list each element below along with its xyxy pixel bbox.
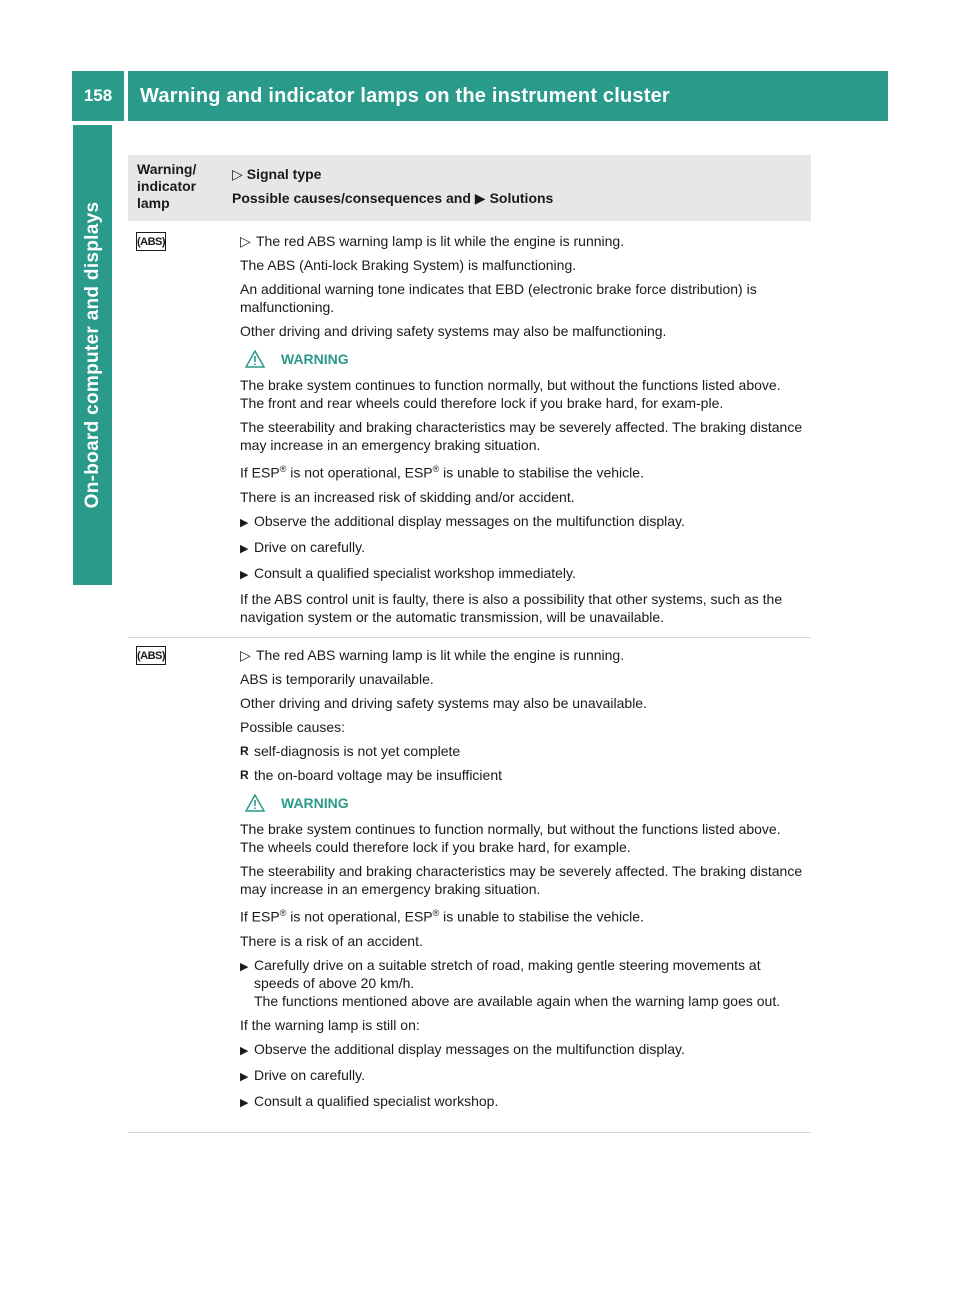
action-step: ▶ Observe the additional display messages on the multifunction display. [240,512,806,532]
signal-type-label: Signal type [246,166,322,182]
action-arrow-icon: ▶ [474,190,486,206]
column-header-lamp: Warning/ indicator lamp [137,161,197,211]
warning-heading [240,794,806,812]
warning-text: The steerability and braking characteristics may be severely affected. The braking distance may increase in an emergency braking situation. [240,863,803,897]
row-divider [128,1132,811,1133]
action-arrow-icon: ▶ [240,568,249,581]
page-title: Warning and indicator lamps on the instrument cluster [128,71,888,121]
action-arrow-icon: ▶ [240,1044,249,1057]
solutions-label: Solutions [489,190,554,206]
table-row [240,232,806,632]
causes-label: Possible causes/consequences and [232,190,471,206]
action-step: ▶ Drive on carefully. [240,538,806,558]
signal-symbol-icon: ▷ [240,647,251,663]
section-side-tab-label: On-board computer and displays [82,201,103,509]
page-number: 158 [72,71,124,121]
bullet-icon: R [240,744,249,758]
esp-text: If ESP® is not operational, ESP® is unable to stabilise the vehicle. [240,908,644,925]
action-step: ▶ Observe the additional display messages on the multifunction display. [240,1040,806,1060]
condition-text: If the warning lamp is still on: [240,1016,420,1033]
cause-text: Other driving and driving safety systems may also be unavailable. [240,695,647,711]
warning-heading [240,350,806,368]
cause-text: ABS is temporarily unavailable. [240,671,434,687]
warning-label: WARNING [281,795,349,811]
action-step: ▶ Drive on carefully. [240,1066,806,1086]
risk-text: There is a risk of an accident. [240,932,423,949]
esp-text: If ESP® is not operational, ESP® is unable to stabilise the vehicle. [240,464,644,481]
action-arrow-icon: ▶ [240,960,249,973]
bullet-icon: R [240,768,249,782]
action-arrow-icon: ▶ [240,1070,249,1083]
list-item: R self-diagnosis is not yet complete [240,743,461,759]
row-divider [128,637,811,638]
abs-warning-lamp-icon: (ABS) [136,232,166,251]
footer-text: If the ABS control unit is faulty, there is also a possibility that other systems, such as the navigation system or the automatic transmission, will be unavailable. [240,590,783,625]
warning-text: The steerability and braking characteristics may be severely affected. The braking distance may increase in an emergency braking situation. [240,419,803,453]
risk-text: There is an increased risk of skidding and/or accident. [240,488,575,505]
cause-text: The ABS (Anti-lock Braking System) is malfunctioning. [240,257,577,273]
warning-text: The brake system continues to function normally, but without the functions listed above. The wheels could therefore lock if you brake hard, for example. [240,821,781,855]
column-header-signal [232,162,802,210]
warning-triangle-icon [245,794,265,812]
action-arrow-icon: ▶ [240,516,249,529]
table-row [240,646,806,1118]
signal-symbol-icon: ▷ [232,166,243,182]
cause-text: Other driving and driving safety systems may also be malfunctioning. [240,323,667,339]
signal-text: The red ABS warning lamp is lit while the engine is running. [256,233,625,249]
signal-symbol-icon: ▷ [240,233,251,249]
warning-label: WARNING [281,351,349,367]
abs-warning-lamp-icon: (ABS) [136,646,166,665]
action-step: ▶ Carefully drive on a suitable stretch of road, making gentle steering movements at speeds of above 20 km/h. The functions mentioned above are available again when the warning lamp goes out. [240,956,781,1009]
action-arrow-icon: ▶ [240,542,249,555]
cause-text: An additional warning tone indicates that EBD (electronic brake force distribution) is malfunctioning. [240,281,757,315]
warning-triangle-icon [245,350,265,368]
action-step: ▶ Consult a qualified specialist workshop. [240,1092,806,1112]
warning-text: The brake system continues to function normally, but without the functions listed above. The front and rear wheels could therefore lock if you brake hard, for exam-ple. [240,377,781,411]
list-item: R the on-board voltage may be insufficient [240,767,503,783]
action-arrow-icon: ▶ [240,1096,249,1109]
action-step: ▶ Consult a qualified specialist workshop immediately. [240,564,806,584]
cause-text: Possible causes: [240,719,346,735]
signal-text: The red ABS warning lamp is lit while the engine is running. [256,647,625,663]
